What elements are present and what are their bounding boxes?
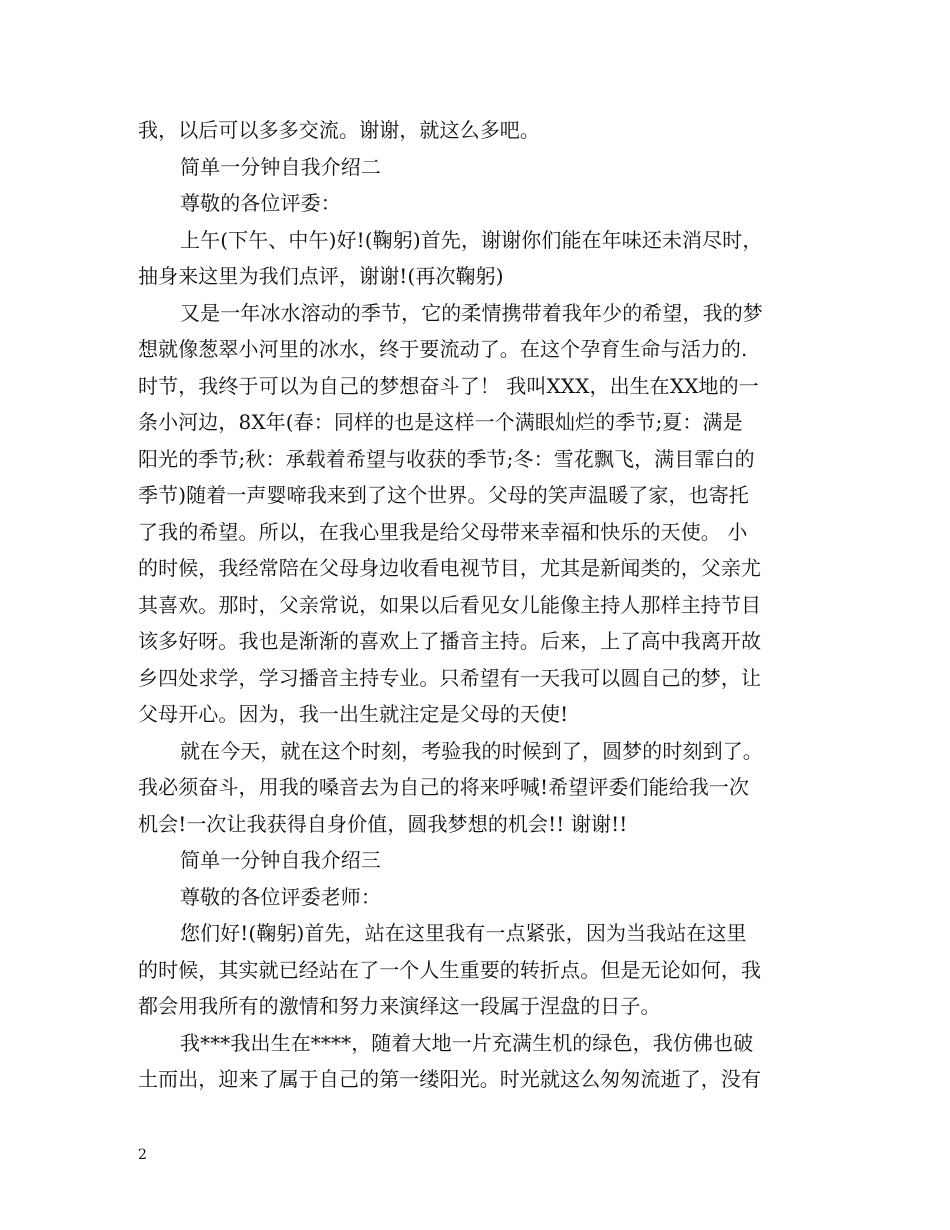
text-line: 尊敬的各位评委：: [180, 191, 341, 215]
text-line: 就在今天，就在这个时刻，考验我的时候到了，圆梦的时刻到了。: [180, 738, 763, 763]
body-text: [138, 112, 818, 1098]
text-line: 阳光的季节;秋：承载着希望与收获的季节;冬：雪花飘飞，满目霏白的: [138, 446, 755, 471]
text-line: 时节，我终于可以为自己的梦想奋斗了！ 我叫XXX，出生在XX地的一: [138, 373, 759, 398]
text-line: 季节)随着一声婴啼我来到了这个世界。父母的笑声温暖了家，也寄托: [138, 483, 749, 507]
page-number: 2: [138, 1147, 147, 1163]
text-line: 的时候，其实就已经站在了一个人生重要的转折点。但是无论如何，我: [138, 957, 762, 982]
text-line: 土而出，迎来了属于自己的第一缕阳光。时光就这么匆匆流逝了，没有: [138, 1067, 762, 1091]
text-line: 的时候，我经常陪在父母身边收看电视节目，尤其是新闻类的，父亲尤: [138, 556, 762, 580]
text-line: 乡四处求学，学习播音主持专业。只希望有一天我可以圆自己的梦，让: [138, 665, 762, 690]
text-line: 我，以后可以多多交流。谢谢，就这么多吧。: [138, 118, 540, 142]
text-line: 我必须奋斗，用我的嗓音去为自己的将来呼喊!希望评委们能给我一次: [138, 775, 750, 799]
text-line: 机会!一次让我获得自身价值，圆我梦想的机会!! 谢谢!!: [138, 811, 628, 836]
text-line: 想就像葱翠小河里的冰水，终于要流动了。在这个孕育生命与活力的.: [138, 337, 748, 361]
text-line: 都会用我所有的激情和努力来演绎这一段属于涅盘的日子。: [138, 994, 661, 1018]
text-line: 简单一分钟自我介绍二: [180, 154, 381, 179]
text-line: 其喜欢。那时，父亲常说，如果以后看见女儿能像主持人那样主持节目: [138, 592, 762, 617]
text-line: 尊敬的各位评委老师：: [180, 884, 381, 909]
text-line: 您们好!(鞠躬)首先，站在这里我有一点紧张，因为当我站在这里: [180, 921, 747, 945]
text-line: 上午(下午、中午)好!(鞠躬)首先，谢谢你们能在年味还未消尽时，: [180, 227, 763, 252]
text-line: 条小河边，8X年(春：同样的也是这样一个满眼灿烂的季节;夏：满是: [138, 410, 743, 434]
text-line: 了我的希望。所以，在我心里我是给父母带来幸福和快乐的天使。 小: [138, 519, 748, 544]
text-line: 我***我出生在****，随着大地一片充满生机的绿色，我仿佛也破: [180, 1030, 754, 1055]
text-line: 父母开心。因为，我一出生就注定是父母的天使!: [138, 702, 569, 726]
text-line: 抽身来这里为我们点评，谢谢!(再次鞠躬): [138, 264, 504, 288]
text-line: 又是一年冰水溶动的季节，它的柔情携带着我年少的希望，我的梦: [180, 300, 763, 325]
text-line: 该多好呀。我也是渐渐的喜欢上了播音主持。后来，上了高中我离开故: [138, 629, 762, 653]
text-line: 简单一分钟自我介绍三: [180, 848, 381, 872]
